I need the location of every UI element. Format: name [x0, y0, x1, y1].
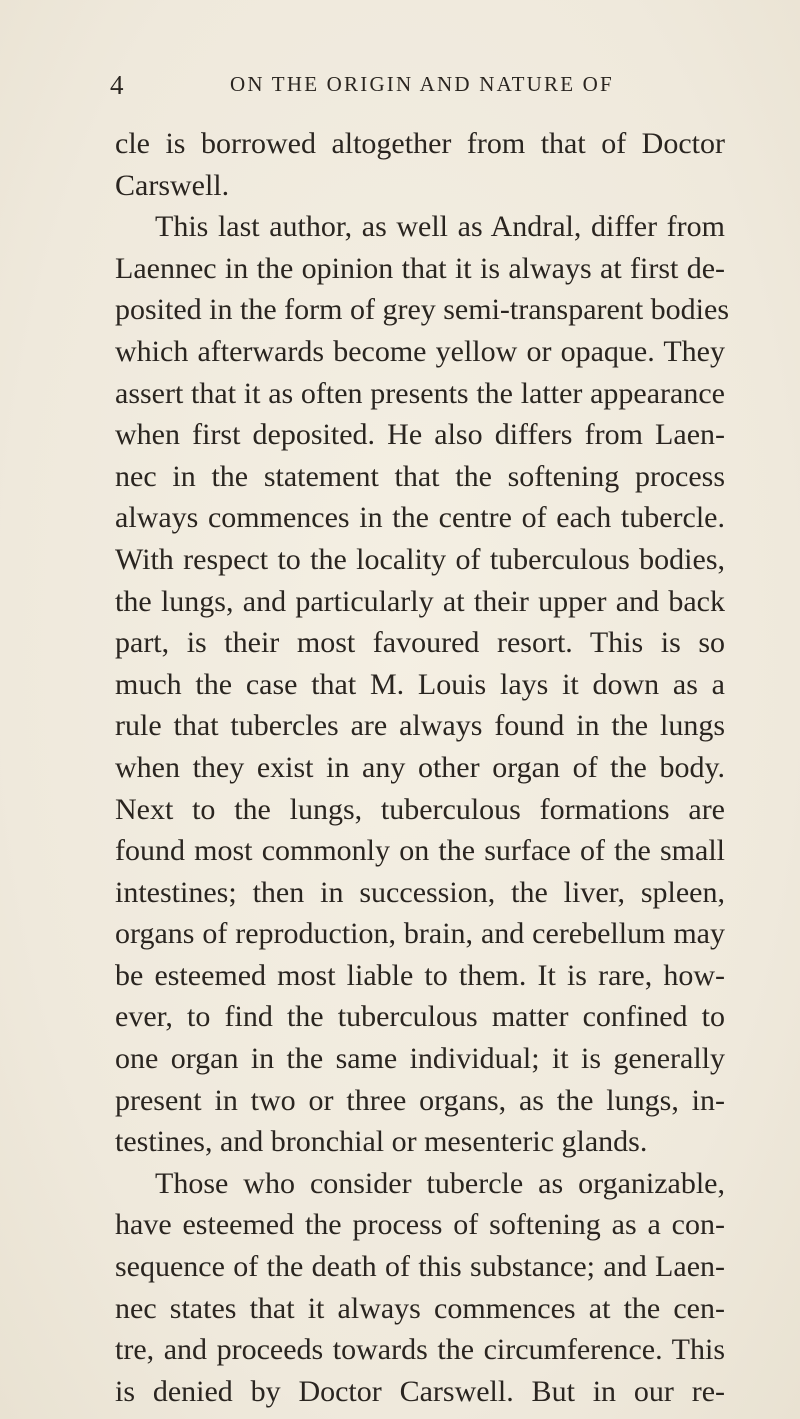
- body-text: [115, 123, 730, 1412]
- text-line: much the case that M. Louis lays it down as a: [115, 667, 725, 701]
- text-line: nec in the statement that the softening process: [115, 459, 725, 493]
- text-line: always commences in the centre of each tubercle.: [115, 501, 725, 535]
- text-line: have esteemed the process of softening as a con-: [115, 1208, 725, 1242]
- page-number: 4: [110, 70, 125, 100]
- text-line: posited in the form of grey semi-transparent bodies: [115, 293, 730, 327]
- text-line: Those who consider tubercle as organizable,: [155, 1166, 725, 1200]
- text-line: cle is borrowed altogether from that of Doctor: [115, 127, 725, 160]
- text-line: part, is their most favoured resort. This is so: [115, 626, 725, 660]
- text-line: rule that tubercles are always found in the lungs: [115, 709, 725, 743]
- text-line: found most commonly on the surface of the small: [115, 834, 725, 868]
- text-line: This last author, as well as Andral, differ from: [155, 210, 725, 244]
- text-line: intestines; then in succession, the liver, spleen,: [115, 875, 725, 909]
- text-line: is denied by Doctor Carswell. But in our re-: [115, 1374, 725, 1408]
- text-line: present in two or three organs, as the lungs, in-: [115, 1083, 725, 1117]
- text-line: when they exist in any other organ of the body.: [115, 750, 725, 784]
- text-line: assert that it as often presents the latter appearance: [115, 376, 725, 410]
- text-line: one organ in the same individual; it is generally: [115, 1042, 725, 1076]
- text-line: sequence of the death of this substance; and Laen-: [115, 1250, 725, 1284]
- text-line: Carswell.: [115, 168, 230, 202]
- text-line: With respect to the locality of tuberculous bodies,: [115, 542, 725, 576]
- text-line: when first deposited. He also differs from Laen-: [115, 418, 725, 452]
- text-line: testines, and bronchial or mesenteric glands.: [115, 1125, 648, 1159]
- text-line: nec states that it always commences at the cen-: [115, 1291, 725, 1325]
- text-line: be esteemed most liable to them. It is rare, how-: [115, 958, 725, 992]
- text-line: Next to the lungs, tuberculous formations are: [115, 792, 725, 826]
- text-line: ever, to find the tuberculous matter confined to: [115, 1000, 725, 1034]
- running-title: ON THE ORIGIN AND NATURE OF: [230, 72, 614, 96]
- text-line: organs of reproduction, brain, and cerebellum may: [115, 917, 725, 951]
- text-line: the lungs, and particularly at their upper and back: [115, 584, 725, 618]
- running-head: [110, 70, 710, 102]
- text-line: which afterwards become yellow or opaque. They: [115, 334, 725, 368]
- text-line: Laennec in the opinion that it is always at first de-: [115, 251, 725, 285]
- text-line: tre, and proceeds towards the circumference. This: [115, 1333, 725, 1367]
